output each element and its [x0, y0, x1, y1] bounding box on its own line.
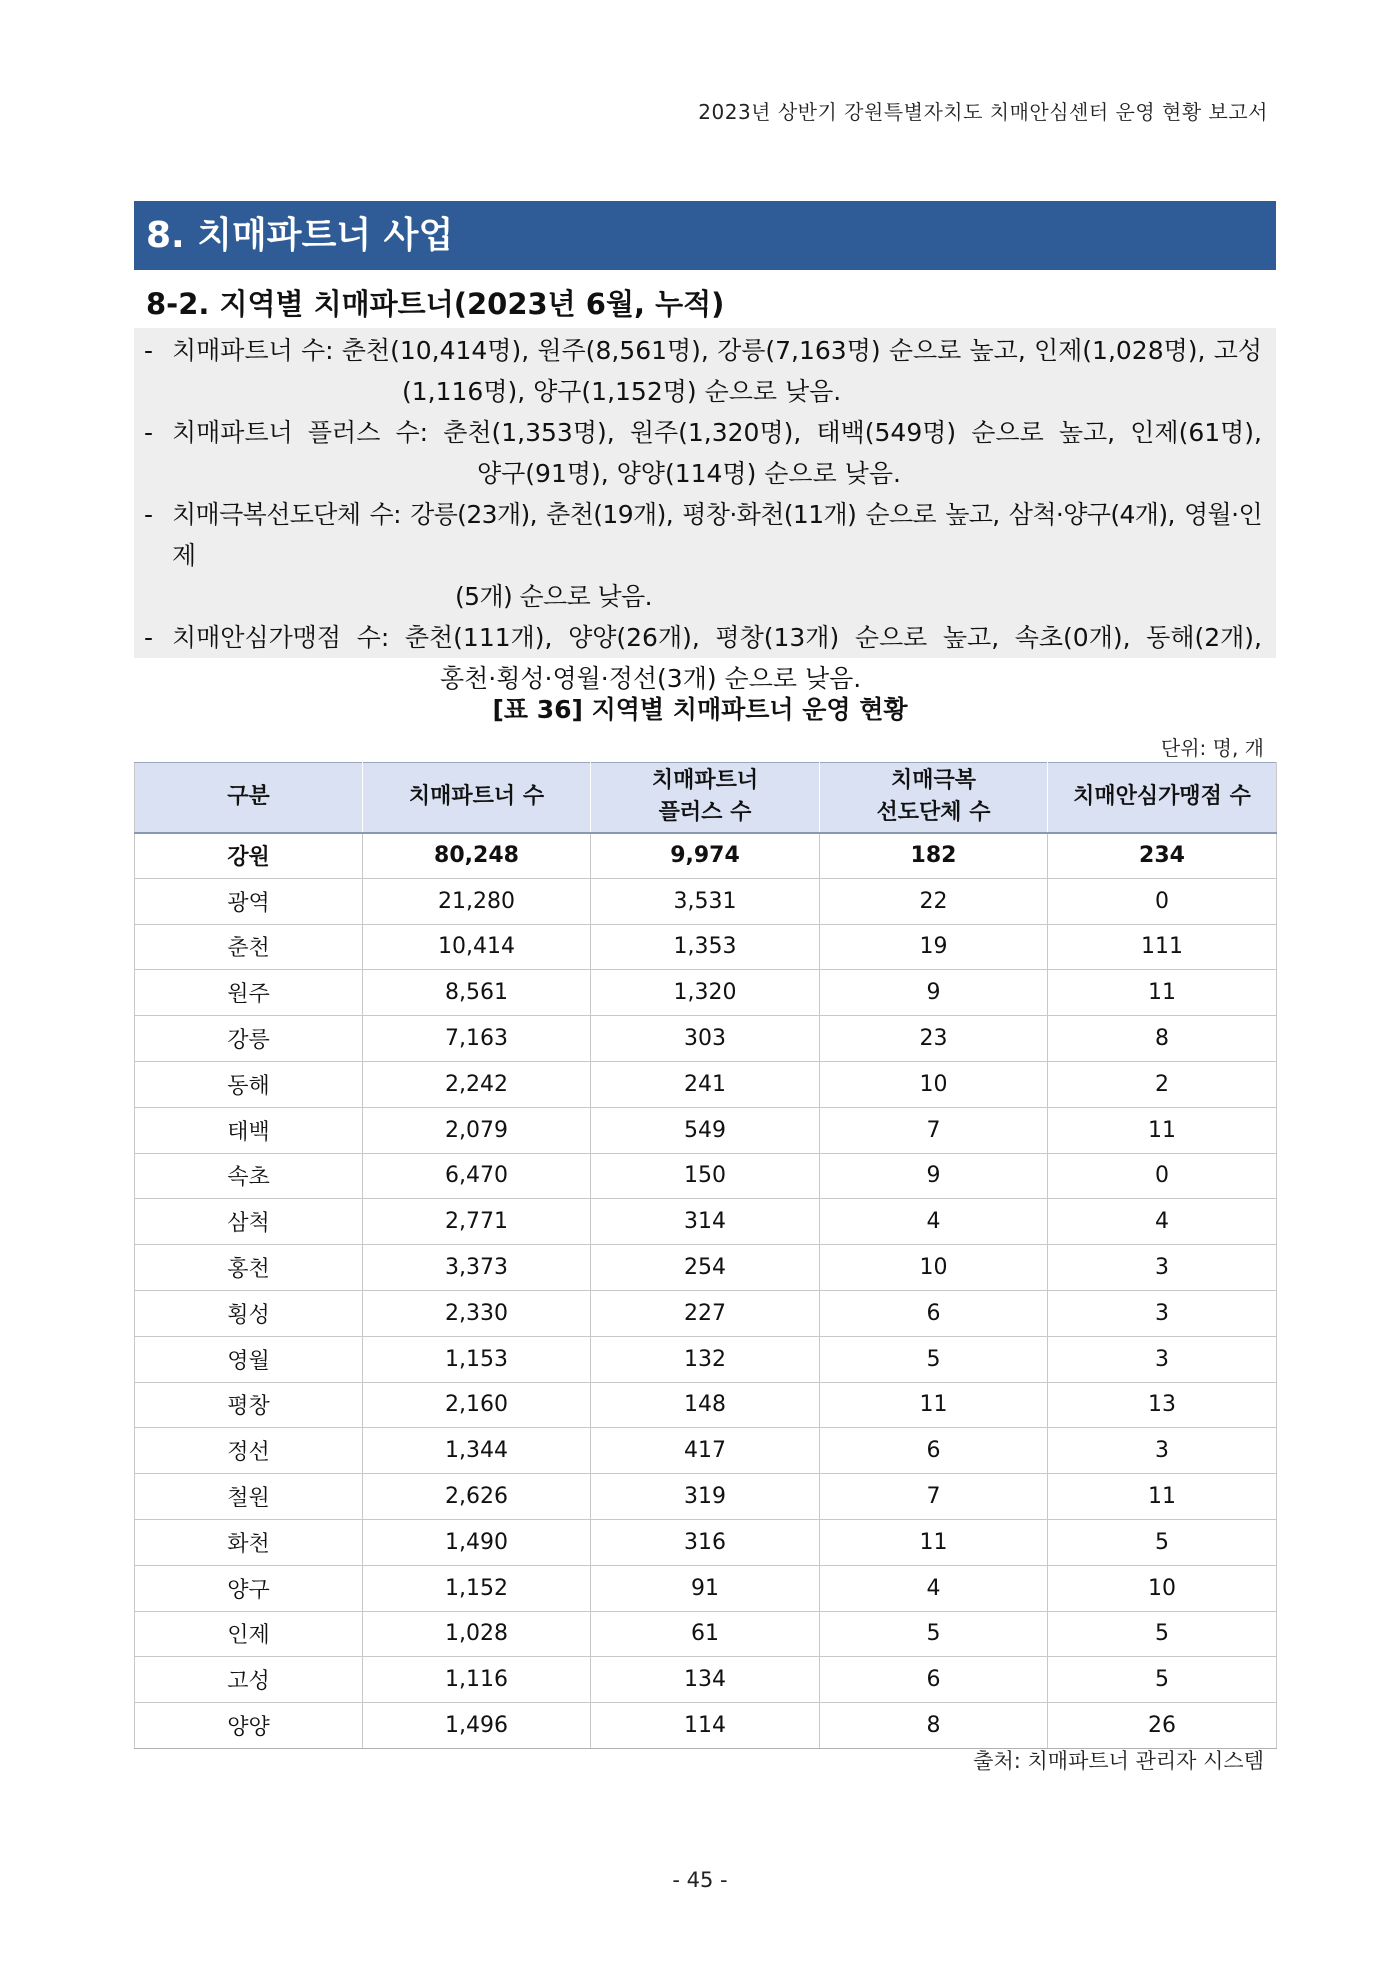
table-row	[135, 1657, 1277, 1703]
bullet-continuation: 양구(91명), 양양(114명) 순으로 낮음.	[477, 459, 901, 488]
summary-bullet	[144, 494, 1262, 617]
value-cell: 227	[591, 1290, 820, 1336]
table-row	[135, 1382, 1277, 1428]
bullet-dash: -	[144, 623, 154, 652]
region-cell: 태백	[135, 1107, 363, 1153]
summary-bullet	[144, 617, 1262, 699]
value-cell: 303	[591, 1016, 820, 1062]
value-cell: 5	[820, 1611, 1048, 1657]
value-cell: 11	[1048, 1107, 1277, 1153]
table-row	[135, 1474, 1277, 1520]
value-cell: 3,531	[591, 878, 820, 924]
column-header: 구분	[135, 763, 363, 833]
bullet-dash: -	[144, 418, 154, 447]
table-row	[135, 1290, 1277, 1336]
bullet-dash: -	[144, 336, 154, 365]
bullet-line: 치매파트너 수: 춘천(10,414명), 원주(8,561명), 강릉(7,163명) 순으로 높고, 인제(1,028명), 고성	[172, 336, 1262, 365]
value-cell: 61	[591, 1611, 820, 1657]
table-row	[135, 1565, 1277, 1611]
value-cell: 8	[820, 1703, 1048, 1749]
value-cell: 132	[591, 1336, 820, 1382]
value-cell: 9	[820, 970, 1048, 1016]
region-cell: 고성	[135, 1657, 363, 1703]
value-cell: 182	[820, 833, 1048, 879]
table-row	[135, 1703, 1277, 1749]
value-cell: 3	[1048, 1336, 1277, 1382]
value-cell: 316	[591, 1519, 820, 1565]
value-cell: 2,771	[363, 1199, 591, 1245]
column-header: 치매파트너 플러스 수	[591, 763, 820, 833]
region-cell: 광역	[135, 878, 363, 924]
value-cell: 1,353	[591, 924, 820, 970]
value-cell: 26	[1048, 1703, 1277, 1749]
value-cell: 10,414	[363, 924, 591, 970]
value-cell: 5	[1048, 1519, 1277, 1565]
value-cell: 8	[1048, 1016, 1277, 1062]
value-cell: 0	[1048, 878, 1277, 924]
bullet-continuation: (1,116명), 양구(1,152명) 순으로 낮음.	[402, 377, 842, 406]
value-cell: 2,242	[363, 1061, 591, 1107]
value-cell: 3,373	[363, 1245, 591, 1291]
value-cell: 5	[1048, 1611, 1277, 1657]
value-cell: 11	[820, 1519, 1048, 1565]
region-cell: 양구	[135, 1565, 363, 1611]
value-cell: 10	[820, 1061, 1048, 1107]
value-cell: 3	[1048, 1290, 1277, 1336]
value-cell: 21,280	[363, 878, 591, 924]
value-cell: 2	[1048, 1061, 1277, 1107]
value-cell: 1,116	[363, 1657, 591, 1703]
region-cell: 인제	[135, 1611, 363, 1657]
value-cell: 10	[820, 1245, 1048, 1291]
value-cell: 13	[1048, 1382, 1277, 1428]
value-cell: 11	[1048, 970, 1277, 1016]
value-cell: 80,248	[363, 833, 591, 879]
region-cell: 속초	[135, 1153, 363, 1199]
subsection-title: 8-2. 지역별 치매파트너(2023년 6월, 누적)	[146, 287, 725, 321]
table-row	[135, 1245, 1277, 1291]
value-cell: 7,163	[363, 1016, 591, 1062]
unit-note: 단위: 명, 개	[1160, 736, 1264, 760]
value-cell: 6,470	[363, 1153, 591, 1199]
table-row	[135, 1199, 1277, 1245]
value-cell: 2,626	[363, 1474, 591, 1520]
region-cell: 삼척	[135, 1199, 363, 1245]
value-cell: 6	[820, 1428, 1048, 1474]
value-cell: 10	[1048, 1565, 1277, 1611]
running-header: 2023년 상반기 강원특별자치도 치매안심센터 운영 현황 보고서	[698, 100, 1268, 124]
value-cell: 1,320	[591, 970, 820, 1016]
value-cell: 150	[591, 1153, 820, 1199]
value-cell: 114	[591, 1703, 820, 1749]
value-cell: 0	[1048, 1153, 1277, 1199]
table-row	[135, 1428, 1277, 1474]
table-row	[135, 1061, 1277, 1107]
value-cell: 2,330	[363, 1290, 591, 1336]
value-cell: 4	[820, 1565, 1048, 1611]
value-cell: 8,561	[363, 970, 591, 1016]
column-header: 치매안심가맹점 수	[1048, 763, 1277, 833]
value-cell: 1,344	[363, 1428, 591, 1474]
region-cell: 양양	[135, 1703, 363, 1749]
table-row	[135, 1519, 1277, 1565]
column-header: 치매극복 선도단체 수	[820, 763, 1048, 833]
bullet-line: 치매파트너 플러스 수: 춘천(1,353명), 원주(1,320명), 태백(549명) 순으로 높고, 인제(61명),	[172, 418, 1262, 447]
value-cell: 241	[591, 1061, 820, 1107]
value-cell: 11	[820, 1382, 1048, 1428]
partner-table	[134, 762, 1277, 1749]
region-cell: 횡성	[135, 1290, 363, 1336]
value-cell: 417	[591, 1428, 820, 1474]
value-cell: 1,028	[363, 1611, 591, 1657]
value-cell: 9,974	[591, 833, 820, 879]
summary-bullet	[144, 412, 1262, 494]
value-cell: 111	[1048, 924, 1277, 970]
section-title: 8. 치매파트너 사업	[134, 201, 1276, 270]
bullet-dash: -	[144, 500, 154, 529]
value-cell: 1,490	[363, 1519, 591, 1565]
value-cell: 549	[591, 1107, 820, 1153]
value-cell: 6	[820, 1290, 1048, 1336]
bullet-line: 치매극복선도단체 수: 강릉(23개), 춘천(19개), 평창·화천(11개) 순으로 높고, 삼척·양구(4개), 영월·인제	[172, 500, 1262, 570]
value-cell: 23	[820, 1016, 1048, 1062]
region-cell: 춘천	[135, 924, 363, 970]
table-row	[135, 1611, 1277, 1657]
value-cell: 19	[820, 924, 1048, 970]
table-header-row	[135, 763, 1277, 833]
table-row	[135, 924, 1277, 970]
value-cell: 1,152	[363, 1565, 591, 1611]
table-row	[135, 878, 1277, 924]
page-number: - 45 -	[672, 1868, 728, 1892]
bullet-continuation: (5개) 순으로 낮음.	[455, 582, 652, 611]
region-cell: 강릉	[135, 1016, 363, 1062]
table-row	[135, 1153, 1277, 1199]
region-cell: 영월	[135, 1336, 363, 1382]
region-cell: 원주	[135, 970, 363, 1016]
value-cell: 3	[1048, 1245, 1277, 1291]
table-row	[135, 1107, 1277, 1153]
table-source: 출처: 치매파트너 관리자 시스템	[973, 1749, 1264, 1773]
column-header: 치매파트너 수	[363, 763, 591, 833]
value-cell: 22	[820, 878, 1048, 924]
value-cell: 314	[591, 1199, 820, 1245]
value-cell: 234	[1048, 833, 1277, 879]
region-cell: 정선	[135, 1428, 363, 1474]
table-row	[135, 970, 1277, 1016]
value-cell: 11	[1048, 1474, 1277, 1520]
value-cell: 2,160	[363, 1382, 591, 1428]
region-cell: 강원	[135, 833, 363, 879]
value-cell: 254	[591, 1245, 820, 1291]
value-cell: 3	[1048, 1428, 1277, 1474]
table-total-row	[135, 833, 1277, 879]
table-row	[135, 1336, 1277, 1382]
bullet-line: 치매안심가맹점 수: 춘천(111개), 양양(26개), 평창(13개) 순으로 높고, 속초(0개), 동해(2개),	[172, 623, 1262, 652]
value-cell: 5	[1048, 1657, 1277, 1703]
value-cell: 2,079	[363, 1107, 591, 1153]
value-cell: 1,153	[363, 1336, 591, 1382]
value-cell: 6	[820, 1657, 1048, 1703]
value-cell: 148	[591, 1382, 820, 1428]
summary-bullet	[144, 330, 1262, 412]
bullet-continuation: 홍천·횡성·영월·정선(3개) 순으로 낮음.	[440, 664, 862, 693]
value-cell: 319	[591, 1474, 820, 1520]
region-cell: 홍천	[135, 1245, 363, 1291]
table-caption: [표 36] 지역별 치매파트너 운영 현황	[492, 695, 908, 724]
value-cell: 9	[820, 1153, 1048, 1199]
value-cell: 4	[1048, 1199, 1277, 1245]
summary-box	[134, 328, 1276, 693]
value-cell: 5	[820, 1336, 1048, 1382]
region-cell: 화천	[135, 1519, 363, 1565]
region-cell: 동해	[135, 1061, 363, 1107]
value-cell: 4	[820, 1199, 1048, 1245]
value-cell: 7	[820, 1474, 1048, 1520]
value-cell: 1,496	[363, 1703, 591, 1749]
value-cell: 7	[820, 1107, 1048, 1153]
value-cell: 134	[591, 1657, 820, 1703]
region-cell: 평창	[135, 1382, 363, 1428]
value-cell: 91	[591, 1565, 820, 1611]
region-cell: 철원	[135, 1474, 363, 1520]
table-row	[135, 1016, 1277, 1062]
